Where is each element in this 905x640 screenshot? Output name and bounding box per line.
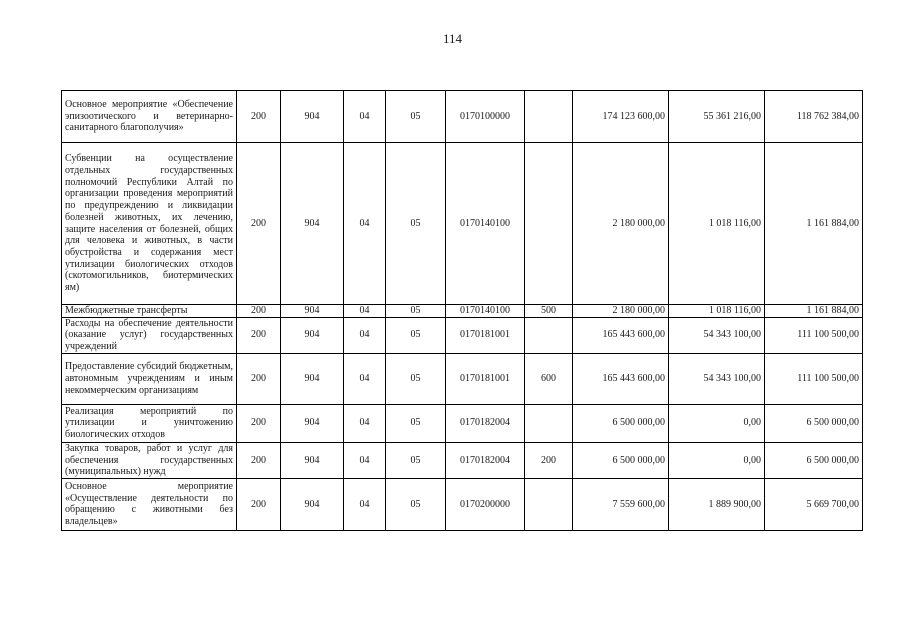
amount-regional-cell: 111 100 500,00 <box>765 353 863 404</box>
subsection-cell: 05 <box>386 353 446 404</box>
amount-total-cell: 165 443 600,00 <box>573 353 669 404</box>
amount-total-cell: 2 180 000,00 <box>573 305 669 318</box>
amount-regional-cell: 5 669 700,00 <box>765 478 863 530</box>
admin-code-cell: 200 <box>237 91 281 143</box>
table-row <box>62 478 863 530</box>
amount-regional-cell: 1 161 884,00 <box>765 143 863 305</box>
amount-federal-cell: 1 018 116,00 <box>669 143 765 305</box>
amount-total-cell: 6 500 000,00 <box>573 442 669 478</box>
ministry-code-cell: 904 <box>281 404 344 442</box>
subsection-cell: 05 <box>386 478 446 530</box>
subsection-cell: 05 <box>386 91 446 143</box>
row-name: Реализация мероприятий по утилизации и уничтожению биологических отходов <box>62 404 237 442</box>
page-number: 114 <box>442 31 463 46</box>
amount-total-cell: 165 443 600,00 <box>573 317 669 353</box>
amount-total-cell: 2 180 000,00 <box>573 143 669 305</box>
admin-code-cell: 200 <box>237 442 281 478</box>
section-cell: 04 <box>344 353 386 404</box>
subsection-cell: 05 <box>386 305 446 318</box>
target-article-cell: 0170140100 <box>446 305 525 318</box>
section-cell: 04 <box>344 91 386 143</box>
target-article-cell: 0170100000 <box>446 91 525 143</box>
section-cell: 04 <box>344 143 386 305</box>
ministry-code-cell: 904 <box>281 305 344 318</box>
target-article-cell: 0170140100 <box>446 143 525 305</box>
table-row <box>62 442 863 478</box>
amount-total-cell: 7 559 600,00 <box>573 478 669 530</box>
amount-federal-cell: 1 889 900,00 <box>669 478 765 530</box>
amount-regional-cell: 118 762 384,00 <box>765 91 863 143</box>
amount-federal-cell: 54 343 100,00 <box>669 353 765 404</box>
table-row <box>62 143 863 305</box>
admin-code-cell: 200 <box>237 404 281 442</box>
target-article-cell: 0170182004 <box>446 442 525 478</box>
row-name: Расходы на обеспечение деятельности (оказание услуг) государственных учреждений <box>62 317 237 353</box>
row-name: Основное мероприятие «Обеспечение эпизоотического и ветеринарно-санитарного благополучия» <box>62 91 237 143</box>
amount-regional-cell: 6 500 000,00 <box>765 442 863 478</box>
ministry-code-cell: 904 <box>281 442 344 478</box>
subsection-cell: 05 <box>386 317 446 353</box>
amount-federal-cell: 0,00 <box>669 442 765 478</box>
ministry-code-cell: 904 <box>281 478 344 530</box>
target-article-cell: 0170181001 <box>446 317 525 353</box>
section-cell: 04 <box>344 404 386 442</box>
subsection-cell: 05 <box>386 404 446 442</box>
table-row <box>62 305 863 318</box>
target-article-cell: 0170200000 <box>446 478 525 530</box>
table-row <box>62 404 863 442</box>
row-name: Межбюджетные трансферты <box>62 305 237 318</box>
amount-federal-cell: 54 343 100,00 <box>669 317 765 353</box>
amount-federal-cell: 1 018 116,00 <box>669 305 765 318</box>
amount-total-cell: 174 123 600,00 <box>573 91 669 143</box>
ministry-code-cell: 904 <box>281 353 344 404</box>
expense-type-cell: 500 <box>525 305 573 318</box>
row-name: Закупка товаров, работ и услуг для обеспечения государственных (муниципальных) нужд <box>62 442 237 478</box>
section-cell: 04 <box>344 478 386 530</box>
target-article-cell: 0170182004 <box>446 404 525 442</box>
subsection-cell: 05 <box>386 143 446 305</box>
row-name: Субвенции на осуществление отдельных государственных полномочий Республики Алтай по организации проведения мероприятий по предупреждению и ликвидации болезней животных, их лечению, защите населения от болезней, общих для человека и животных, в части обустройства и содержания мест утилизации биологических отходов (скотомогильников, биотермических ям) <box>62 143 237 305</box>
amount-federal-cell: 0,00 <box>669 404 765 442</box>
row-name: Предоставление субсидий бюджетным, автономным учреждениям и иным некоммерческим организациям <box>62 353 237 404</box>
section-cell: 04 <box>344 317 386 353</box>
admin-code-cell: 200 <box>237 353 281 404</box>
expense-type-cell <box>525 404 573 442</box>
target-article-cell: 0170181001 <box>446 353 525 404</box>
table-row <box>62 353 863 404</box>
ministry-code-cell: 904 <box>281 317 344 353</box>
expense-type-cell <box>525 317 573 353</box>
admin-code-cell: 200 <box>237 317 281 353</box>
admin-code-cell: 200 <box>237 478 281 530</box>
table-row <box>62 91 863 143</box>
subsection-cell: 05 <box>386 442 446 478</box>
expense-type-cell <box>525 143 573 305</box>
amount-regional-cell: 111 100 500,00 <box>765 317 863 353</box>
ministry-code-cell: 904 <box>281 91 344 143</box>
budget-table <box>61 90 863 531</box>
ministry-code-cell: 904 <box>281 143 344 305</box>
amount-regional-cell: 6 500 000,00 <box>765 404 863 442</box>
table-row <box>62 317 863 353</box>
amount-total-cell: 6 500 000,00 <box>573 404 669 442</box>
row-name: Основное мероприятие «Осуществление деятельности по обращению с животными без владельцев» <box>62 478 237 530</box>
expense-type-cell: 200 <box>525 442 573 478</box>
expense-type-cell <box>525 91 573 143</box>
amount-federal-cell: 55 361 216,00 <box>669 91 765 143</box>
admin-code-cell: 200 <box>237 305 281 318</box>
section-cell: 04 <box>344 442 386 478</box>
amount-regional-cell: 1 161 884,00 <box>765 305 863 318</box>
section-cell: 04 <box>344 305 386 318</box>
admin-code-cell: 200 <box>237 143 281 305</box>
expense-type-cell <box>525 478 573 530</box>
expense-type-cell: 600 <box>525 353 573 404</box>
